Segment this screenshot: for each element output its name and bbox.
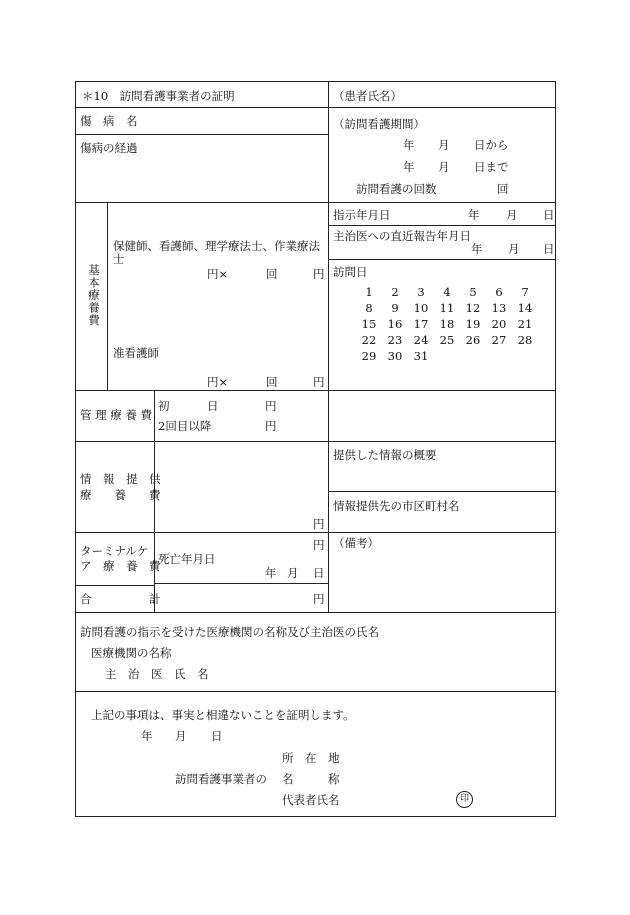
period-to-day: 日まで <box>474 160 509 174</box>
death-month: 月 <box>287 566 299 580</box>
management-fee-label: 管 理 療 養 費 <box>80 408 153 422</box>
institution-name-label: 医療機関の名称 <box>91 646 172 660</box>
terminal-fee-label: ターミナルケ <box>80 544 149 558</box>
period-to-month: 月 <box>438 160 450 174</box>
first-visit-day: 日 <box>207 399 219 413</box>
first-visit-label: 初 <box>158 399 170 413</box>
assistant-times: 回 <box>266 375 278 389</box>
visit-day: 9 <box>391 301 399 315</box>
certificate-form <box>75 81 556 817</box>
visit-day: 23 <box>387 333 403 347</box>
institution-heading: 訪問看護の指示を受けた医療機関の名称及び主治医の氏名 <box>80 625 379 639</box>
visit-day: 26 <box>465 333 481 347</box>
total-yen: 円 <box>313 592 325 606</box>
death-year: 年 <box>265 566 277 580</box>
visit-day-calendar <box>356 285 538 363</box>
visit-days-label: 訪問日 <box>333 265 368 279</box>
rule <box>154 583 328 584</box>
visit-day: 25 <box>439 333 455 347</box>
visit-day: 19 <box>465 317 481 331</box>
rule <box>328 225 556 226</box>
info-fee-yen: 円 <box>313 517 325 531</box>
form-title: ＊10 訪問看護事業者の証明 <box>82 89 235 103</box>
basic-fee-label: 基本療養費 <box>87 264 101 327</box>
nurse-qualification-label-cont: 士 <box>113 252 125 266</box>
rule <box>328 82 329 612</box>
injury-progress-label: 傷病の経過 <box>80 141 138 155</box>
injury-name-label: 傷 病 名 <box>80 114 138 128</box>
info-summary-label: 提供した情報の概要 <box>333 448 437 462</box>
rule <box>76 202 556 203</box>
visit-day: 12 <box>465 301 481 315</box>
instruction-day: 日 <box>543 208 555 222</box>
visit-day: 22 <box>361 333 377 347</box>
visit-day: 10 <box>413 301 429 315</box>
visit-day: 3 <box>417 285 425 299</box>
certification-statement: 上記の事項は、事実と相違ないことを証明します。 <box>91 708 355 722</box>
rule <box>76 107 556 108</box>
visit-day: 13 <box>491 301 507 315</box>
cert-year: 年 <box>141 729 153 743</box>
total-label: 合 計 <box>80 592 161 606</box>
visit-day: 21 <box>517 317 533 331</box>
visit-day: 7 <box>521 285 529 299</box>
rule <box>76 585 154 586</box>
nurse-total: 円 <box>313 267 325 281</box>
visit-day: 14 <box>517 301 533 315</box>
provider-address-label: 所 在 地 <box>282 751 340 765</box>
rule <box>328 491 556 492</box>
patient-name-label: （患者氏名） <box>333 89 402 103</box>
provider-name-label: 名 称 <box>282 772 340 786</box>
rule <box>76 134 328 135</box>
instruction-month: 月 <box>506 208 518 222</box>
period-to-year: 年 <box>403 160 415 174</box>
visit-day: 30 <box>387 349 403 363</box>
info-fee-label-cont: 療 養 費 <box>80 488 161 502</box>
visit-day: 8 <box>365 301 373 315</box>
period-from-day: 日から <box>474 138 509 152</box>
nurse-unit-price: 円× <box>207 267 229 281</box>
rule <box>76 441 556 442</box>
visit-day: 5 <box>469 285 477 299</box>
period-from-month: 月 <box>438 138 450 152</box>
provider-label: 訪問看護事業者の <box>175 772 267 786</box>
rule <box>107 202 108 390</box>
visit-day: 20 <box>491 317 507 331</box>
report-date-label: 主治医への直近報告年月日 <box>333 229 471 243</box>
info-fee-label: 情 報 提 供 <box>80 472 161 486</box>
visit-day: 18 <box>439 317 455 331</box>
death-date-label: 死亡年月日 <box>158 552 216 566</box>
visit-day: 31 <box>413 349 429 363</box>
visit-day: 28 <box>517 333 533 347</box>
first-visit-yen: 円 <box>265 399 277 413</box>
visit-day: 11 <box>439 301 455 315</box>
report-month: 月 <box>508 242 520 256</box>
visit-day: 27 <box>491 333 507 347</box>
death-day: 日 <box>313 566 325 580</box>
instruction-year: 年 <box>468 208 480 222</box>
visit-day: 4 <box>443 285 451 299</box>
assistant-unit-price: 円× <box>207 375 229 389</box>
visit-day: 2 <box>391 285 399 299</box>
visit-day: 24 <box>413 333 429 347</box>
report-year: 年 <box>471 242 483 256</box>
period-from-year: 年 <box>403 138 415 152</box>
instruction-date-label: 指示年月日 <box>333 208 391 222</box>
remarks-label: （備考） <box>333 536 379 550</box>
doctor-name-label: 主 治 医 氏 名 <box>105 667 209 681</box>
rule <box>328 259 556 260</box>
visit-count-label: 訪問看護の回数 <box>356 182 437 196</box>
rule <box>76 532 556 533</box>
rule <box>76 390 556 391</box>
visit-day: 1 <box>365 285 373 299</box>
visit-day: 15 <box>361 317 377 331</box>
seal-mark: 印 <box>456 791 473 808</box>
visit-day: 6 <box>495 285 503 299</box>
rule <box>76 691 556 692</box>
nurse-times: 回 <box>266 267 278 281</box>
visit-day: 29 <box>361 349 377 363</box>
visit-day: 17 <box>413 317 429 331</box>
representative-name-label: 代表者氏名 <box>282 793 340 807</box>
visit-day: 16 <box>387 317 403 331</box>
assistant-total: 円 <box>313 375 325 389</box>
info-municipality-label: 情報提供先の市区町村名 <box>333 499 460 513</box>
terminal-fee-label-cont: ア 療 養 費 <box>80 559 161 573</box>
report-day: 日 <box>543 242 555 256</box>
assistant-nurse-label: 准看護師 <box>113 346 159 360</box>
cert-month: 月 <box>175 729 187 743</box>
visit-count-unit: 回 <box>497 182 509 196</box>
nurse-qualification-label: 保健師、看護師、理学療法士、作業療法 <box>113 239 320 253</box>
terminal-fee-yen: 円 <box>313 538 325 552</box>
period-label: （訪問看護期間） <box>333 117 425 131</box>
second-visit-yen: 円 <box>265 419 277 433</box>
second-visit-label: 2回目以降 <box>158 419 212 433</box>
rule <box>76 612 556 613</box>
cert-day: 日 <box>211 729 223 743</box>
